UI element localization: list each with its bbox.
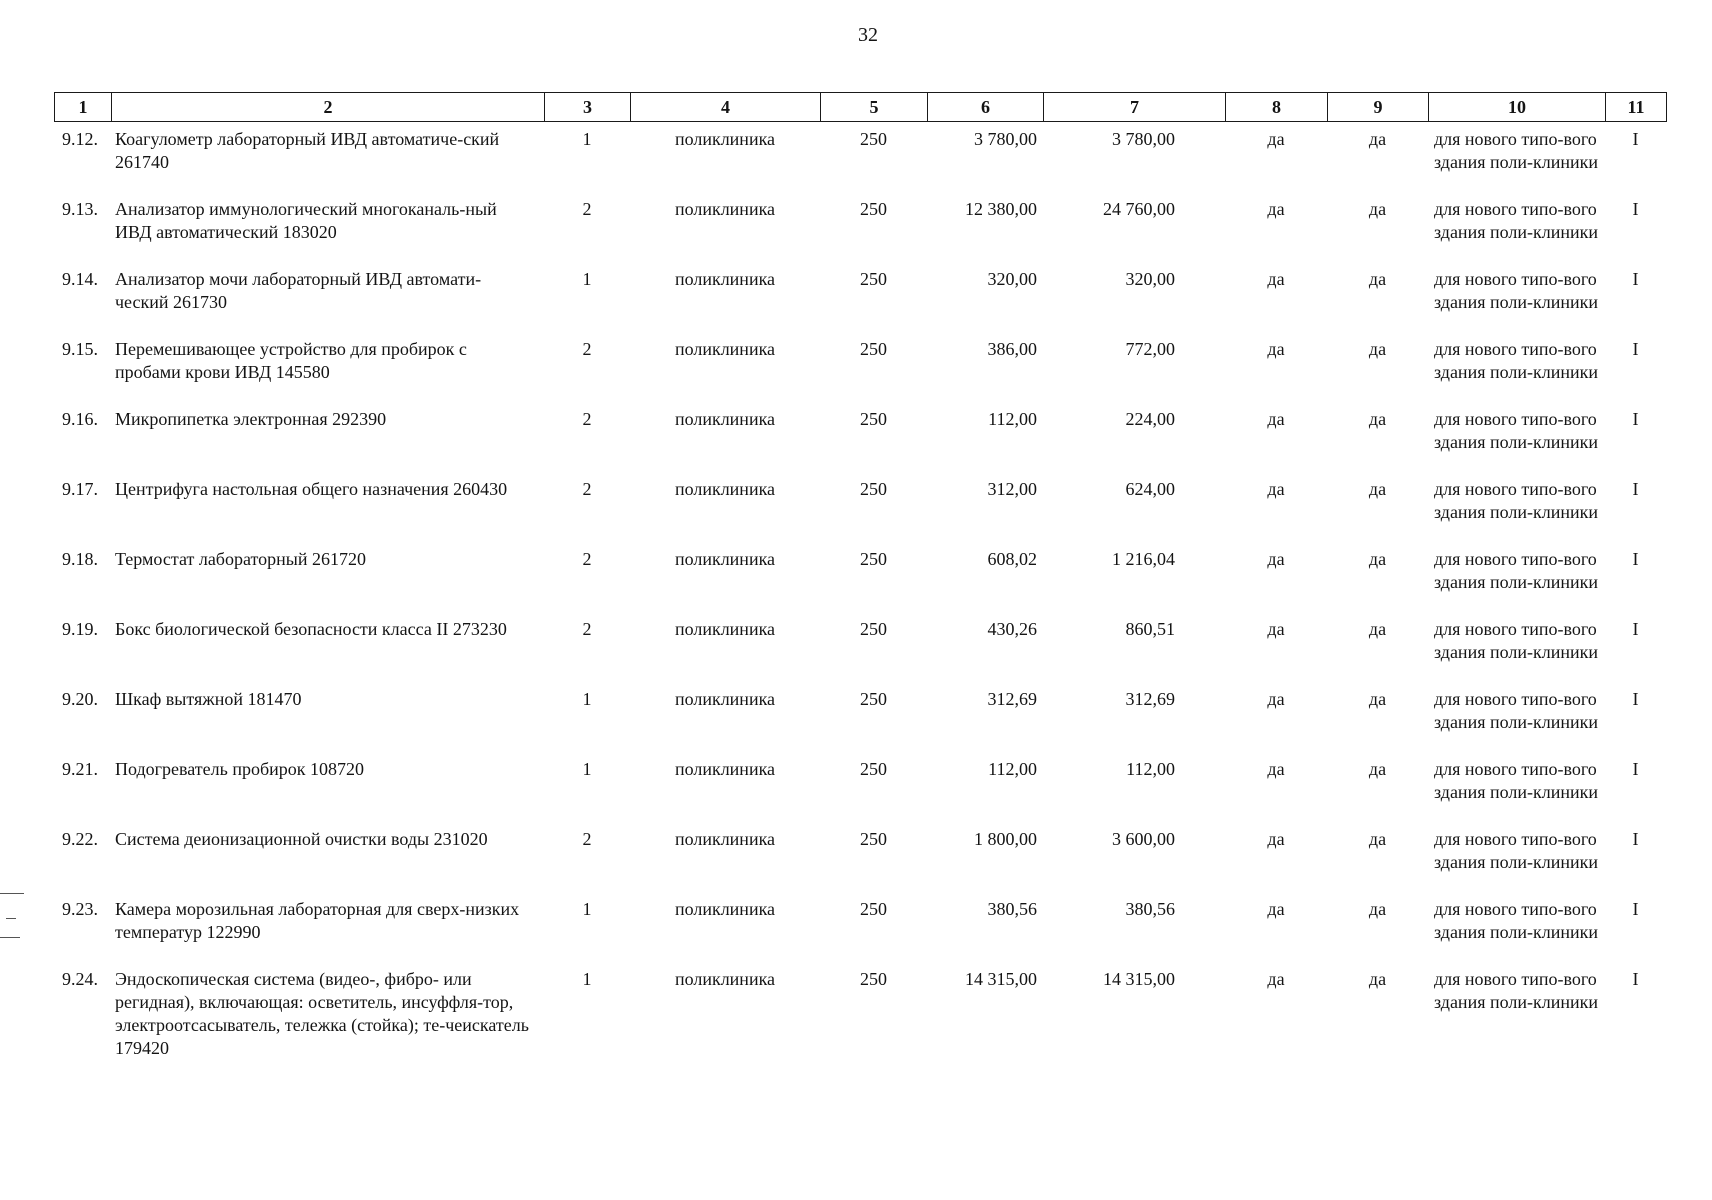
total-price: 112,00 [1126,759,1175,779]
equipment-name: Перемешивающее устройство для пробирок с пробами крови ИВД 145580 [115,339,467,382]
row-number: 9.22. [62,829,98,849]
quantity: 2 [582,479,592,499]
table-row [54,618,1666,688]
location: поликлиника [674,479,776,499]
total-price: 224,00 [1125,409,1175,429]
equipment-name: Бокс биологической безопасности класса II 273230 [115,619,507,639]
location: поликлиника [674,689,776,709]
row-number: 9.20. [62,689,98,709]
header-row [55,93,1667,122]
header-col-5: 5 [821,93,928,122]
wear-value: 250 [860,549,887,569]
wear-value: 250 [860,269,887,289]
col-9-value: да [1368,199,1387,219]
header-col-4: 4 [631,93,821,122]
total-price: 3 780,00 [1112,129,1175,149]
row-number: 9.17. [62,479,98,499]
quantity: 1 [582,129,592,149]
unit-price: 1 800,00 [974,829,1037,849]
location: поликлиника [674,619,776,639]
row-number: 9.23. [62,899,98,919]
col-9-value: да [1368,829,1387,849]
class-value: I [1632,479,1639,499]
quantity: 2 [582,549,592,569]
unit-price: 12 380,00 [965,199,1037,219]
col-8-value: да [1267,829,1285,849]
wear-value: 250 [860,969,887,989]
unit-price: 380,56 [987,899,1037,919]
quantity: 1 [582,689,592,709]
total-price: 24 760,00 [1103,199,1175,219]
note: для нового типо-вого здания поли-клиники [1434,479,1598,522]
total-price: 860,51 [1125,619,1175,639]
quantity: 1 [582,269,592,289]
quantity: 1 [582,969,592,989]
note: для нового типо-вого здания поли-клиники [1434,829,1598,872]
location: поликлиника [674,199,776,219]
class-value: I [1632,829,1639,849]
header-col-1: 1 [55,93,112,122]
class-value: I [1632,269,1639,289]
col-9-value: да [1368,969,1387,989]
class-value: I [1632,759,1639,779]
row-number: 9.13. [62,199,98,219]
equipment-name: Подогреватель пробирок 108720 [115,759,365,779]
class-value: I [1632,619,1639,639]
equipment-name: Эндоскопическая система (видео-, фибро- или регидная), включающая: осветитель, инсуффля-тор, электроотсасыватель, тележка (стойка); те-чеискатель 179420 [115,969,529,1058]
total-price: 380,56 [1125,899,1175,919]
col-8-value: да [1267,269,1285,289]
unit-price: 112,00 [988,759,1037,779]
column-number-header [54,92,1667,122]
class-value: I [1632,199,1639,219]
table-row [54,688,1666,758]
unit-price: 312,69 [987,689,1037,709]
col-9-value: да [1368,759,1387,779]
wear-value: 250 [860,479,887,499]
wear-value: 250 [860,759,887,779]
col-8-value: да [1267,479,1285,499]
location: поликлиника [674,409,776,429]
equipment-name: Камера морозильная лабораторная для сверх-низких температур 122990 [115,899,520,942]
note: для нового типо-вого здания поли-клиники [1434,199,1598,242]
total-price: 3 600,00 [1112,829,1175,849]
class-value: I [1632,899,1639,919]
class-value: I [1632,969,1639,989]
unit-price: 608,02 [987,549,1037,569]
equipment-name: Система деионизационной очистки воды 231020 [115,829,488,849]
col-9-value: да [1368,689,1387,709]
col-8-value: да [1267,549,1285,569]
header-col-6: 6 [928,93,1044,122]
col-9-value: да [1368,479,1387,499]
row-number: 9.14. [62,269,98,289]
row-number: 9.16. [62,409,98,429]
equipment-name: Центрифуга настольная общего назначения 260430 [115,479,508,499]
col-9-value: да [1368,339,1387,359]
location: поликлиника [674,129,776,149]
col-9-value: да [1368,129,1387,149]
table-row [54,898,1666,968]
col-8-value: да [1267,619,1285,639]
scan-mark [6,918,16,919]
equipment-name: Термостат лабораторный 261720 [115,549,366,569]
row-number: 9.21. [62,759,98,779]
header-col-8: 8 [1226,93,1328,122]
unit-price: 386,00 [987,339,1037,359]
header-col-3: 3 [545,93,631,122]
class-value: I [1632,129,1639,149]
class-value: I [1632,339,1639,359]
total-price: 624,00 [1125,479,1175,499]
location: поликлиника [674,759,776,779]
scan-mark [0,937,20,938]
note: для нового типо-вого здания поли-клиники [1434,759,1598,802]
total-price: 1 216,04 [1112,549,1175,569]
row-number: 9.18. [62,549,98,569]
wear-value: 250 [860,129,887,149]
col-8-value: да [1267,969,1285,989]
note: для нового типо-вого здания поли-клиники [1434,339,1598,382]
total-price: 14 315,00 [1103,969,1175,989]
quantity: 1 [582,899,592,919]
location: поликлиника [674,339,776,359]
quantity: 2 [582,409,592,429]
unit-price: 430,26 [987,619,1037,639]
unit-price: 112,00 [988,409,1037,429]
row-number: 9.19. [62,619,98,639]
equipment-table [54,128,1666,1060]
total-price: 320,00 [1125,269,1175,289]
col-9-value: да [1368,409,1387,429]
note: для нового типо-вого здания поли-клиники [1434,269,1598,312]
col-8-value: да [1267,759,1285,779]
wear-value: 250 [860,339,887,359]
unit-price: 3 780,00 [974,129,1037,149]
wear-value: 250 [860,619,887,639]
col-9-value: да [1368,899,1387,919]
equipment-name: Шкаф вытяжной 181470 [115,689,302,709]
col-8-value: да [1267,899,1285,919]
class-value: I [1632,689,1639,709]
table-row [54,408,1666,478]
table-row [54,198,1666,268]
col-8-value: да [1267,339,1285,359]
row-number: 9.24. [62,969,98,989]
table-row [54,478,1666,548]
header-col-7: 7 [1044,93,1226,122]
quantity: 1 [582,759,592,779]
total-price: 312,69 [1125,689,1175,709]
note: для нового типо-вого здания поли-клиники [1434,689,1598,732]
unit-price: 320,00 [987,269,1037,289]
table-row [54,968,1666,1060]
quantity: 2 [582,829,592,849]
row-number: 9.15. [62,339,98,359]
note: для нового типо-вого здания поли-клиники [1434,969,1598,1012]
note: для нового типо-вого здания поли-клиники [1434,129,1598,172]
note: для нового типо-вого здания поли-клиники [1434,409,1598,452]
location: поликлиника [674,269,776,289]
scan-mark [0,893,24,894]
total-price: 772,00 [1125,339,1175,359]
wear-value: 250 [860,689,887,709]
col-8-value: да [1267,689,1285,709]
table-row [54,828,1666,898]
location: поликлиника [674,899,776,919]
class-value: I [1632,409,1639,429]
equipment-name: Микропипетка электронная 292390 [115,409,387,429]
col-9-value: да [1368,619,1387,639]
unit-price: 312,00 [987,479,1037,499]
equipment-name: Коагулометр лабораторный ИВД автоматиче-ский 261740 [115,129,500,172]
quantity: 2 [582,339,592,359]
location: поликлиника [674,549,776,569]
col-8-value: да [1267,409,1285,429]
equipment-name: Анализатор мочи лабораторный ИВД автомати-ческий 261730 [115,269,482,312]
table-row [54,548,1666,618]
class-value: I [1632,549,1639,569]
header-col-9: 9 [1328,93,1429,122]
header-col-2: 2 [112,93,545,122]
wear-value: 250 [860,409,887,429]
table-row [54,338,1666,408]
row-number: 9.12. [62,129,98,149]
wear-value: 250 [860,899,887,919]
table-row [54,128,1666,198]
table-row [54,758,1666,828]
location: поликлиника [674,969,776,989]
unit-price: 14 315,00 [965,969,1037,989]
header-col-10: 10 [1429,93,1606,122]
equipment-name: Анализатор иммунологический многоканаль-ный ИВД автоматический 183020 [115,199,497,242]
location: поликлиника [674,829,776,849]
wear-value: 250 [860,829,887,849]
note: для нового типо-вого здания поли-клиники [1434,619,1598,662]
note: для нового типо-вого здания поли-клиники [1434,549,1598,592]
table-row [54,268,1666,338]
wear-value: 250 [860,199,887,219]
quantity: 2 [582,619,592,639]
note: для нового типо-вого здания поли-клиники [1434,899,1598,942]
col-8-value: да [1267,129,1285,149]
col-8-value: да [1267,199,1285,219]
header-col-11: 11 [1606,93,1667,122]
page-number: 32 [858,24,878,46]
quantity: 2 [582,199,592,219]
col-9-value: да [1368,269,1387,289]
col-9-value: да [1368,549,1387,569]
